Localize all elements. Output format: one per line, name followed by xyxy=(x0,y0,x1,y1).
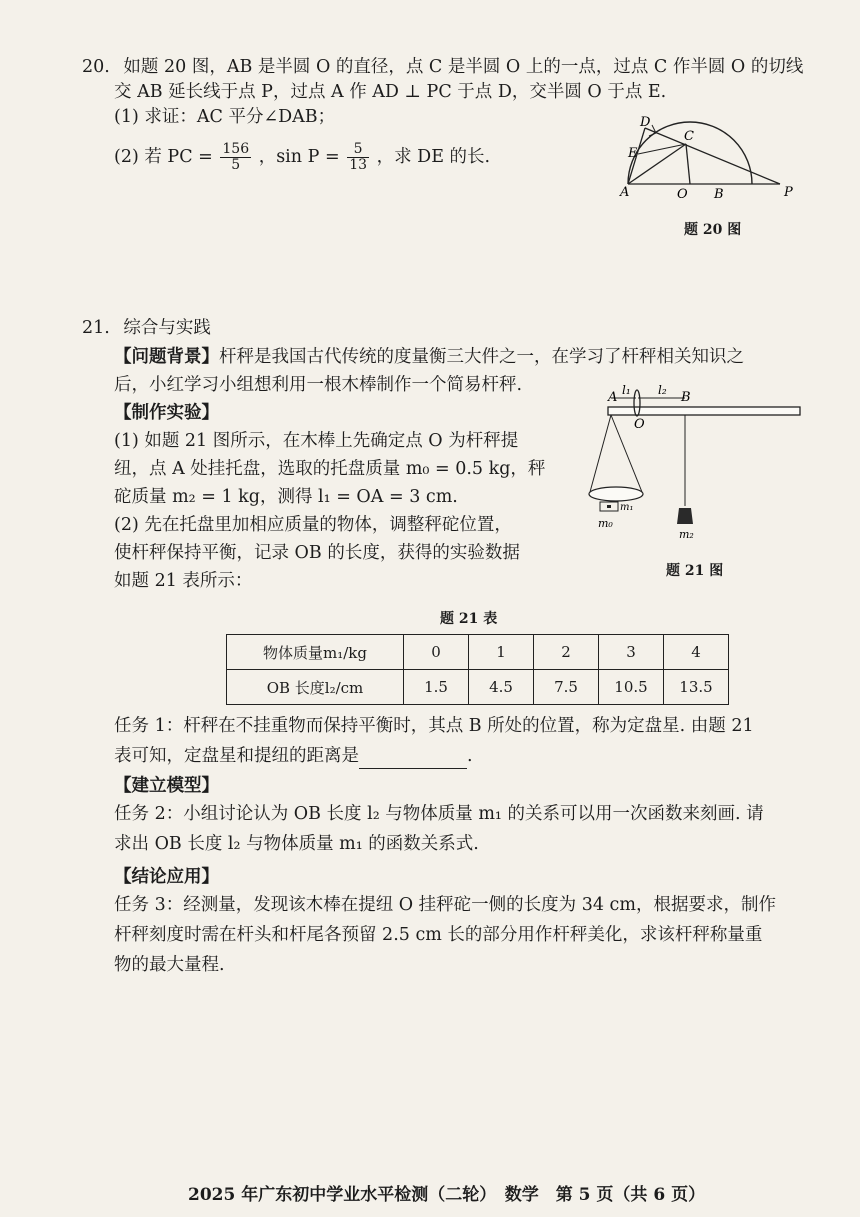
tray xyxy=(589,487,643,501)
q21-figure-caption: 题 21 图 xyxy=(666,563,724,579)
task1-end: . xyxy=(467,746,473,766)
model-tag: 【建立模型】 xyxy=(114,776,219,796)
q20-line-1 xyxy=(82,54,803,80)
sin-denominator: 13 xyxy=(349,157,368,173)
table-cell: 10.5 xyxy=(599,670,664,705)
table-cell: 1.5 xyxy=(404,670,469,705)
q20-figure xyxy=(610,112,810,204)
tray-string-left xyxy=(590,415,611,492)
task2-line-1: 任务 2：小组讨论认为 OB 长度 l₂ 与物体质量 m₁ 的关系可以用一次函数来刻画. 请 xyxy=(114,804,764,824)
task1-line-1: 任务 1：杆秤在不挂重物而保持平衡时，其点 B 所处的位置，称为定盘星. 由题 21 xyxy=(114,716,754,736)
label-m1: m₁ xyxy=(620,502,634,513)
q20-stem-1: 如题 20 图，AB 是半圆 O 的直径，点 C 是半圆 O 上的一点，过点 C 作半圆 O 的切线 xyxy=(123,57,804,77)
object-dot xyxy=(607,505,611,508)
table-header-length: OB 长度l₂/cm xyxy=(227,670,404,705)
q20-part2-prefix: (2) 若 PC = xyxy=(114,147,213,167)
table-cell: 3 xyxy=(599,635,664,670)
page-footer: 2025 年广东初中学业水平检测（二轮） 数学 第 5 页（共 6 页） xyxy=(188,1185,706,1205)
label-b: B xyxy=(714,187,724,202)
label-a: A xyxy=(620,185,630,200)
label-e: E xyxy=(628,146,638,161)
exp2-line-3: 如题 21 表所示： xyxy=(114,571,253,591)
q20-number: 20. xyxy=(82,57,110,77)
q20-stem-2: 交 AB 延长线于点 P，过点 A 作 AD ⊥ PC 于点 D，交半圆 O 于点 E. xyxy=(114,82,667,102)
task1-text-2: 表可知，定盘星和提纽的距离是 xyxy=(114,746,359,766)
label-m0: m₀ xyxy=(598,517,613,530)
table-cell: 13.5 xyxy=(664,670,729,705)
table-cell: 2 xyxy=(534,635,599,670)
exp2-line-2: 使杆秤保持平衡，记录 OB 的长度，获得的实验数据 xyxy=(114,543,520,563)
label-a-21: A xyxy=(608,390,618,405)
conclusion-tag: 【结论应用】 xyxy=(114,867,219,887)
exp1-line-2: 纽，点 A 处挂托盘，选取的托盘质量 m₀ = 0.5 kg，秤 xyxy=(114,459,546,479)
label-o-21: O xyxy=(634,417,645,432)
task3-line-1: 任务 3：经测量，发现该木棒在提纽 O 挂秤砣一侧的长度为 34 cm，根据要求，制作 xyxy=(114,895,776,915)
label-l1: l₁ xyxy=(622,383,631,397)
q21-table-caption: 题 21 表 xyxy=(440,611,498,627)
line-oc xyxy=(686,144,690,184)
label-m2: m₂ xyxy=(679,528,694,541)
label-b-21: B xyxy=(681,390,691,405)
q21-bg-line-2: 后，小红学习小组想利用一根木棒制作一个简易杆秤. xyxy=(114,375,523,395)
task2-line-2: 求出 OB 长度 l₂ 与物体质量 m₁ 的函数关系式. xyxy=(114,834,479,854)
exp1-line-3: 砣质量 m₂ = 1 kg，测得 l₁ = OA = 3 cm. xyxy=(114,487,458,507)
table-cell: 0 xyxy=(404,635,469,670)
answer-blank[interactable] xyxy=(359,748,467,769)
pc-numerator: 156 xyxy=(222,141,250,157)
task1-line-2 xyxy=(114,743,473,769)
data-table xyxy=(226,634,729,705)
q21-number: 21. xyxy=(82,318,110,338)
q20-part2-mid: ，sin P = xyxy=(258,147,340,167)
exp1-line-1: (1) 如题 21 图所示，在木棒上先确定点 O 为杆秤提 xyxy=(114,431,519,451)
sin-fraction xyxy=(347,142,369,173)
q20-part-2 xyxy=(114,140,490,174)
table-header-mass: 物体质量m₁/kg xyxy=(227,635,404,670)
pc-fraction xyxy=(220,142,251,173)
steelyard-rod xyxy=(608,407,800,415)
label-o: O xyxy=(677,187,688,202)
tangent-line xyxy=(645,128,780,184)
table-cell: 4 xyxy=(664,635,729,670)
pc-denominator: 5 xyxy=(231,157,241,173)
counterweight xyxy=(677,508,693,524)
q20-figure-caption: 题 20 图 xyxy=(684,222,742,238)
bg-tag: 【问题背景】 xyxy=(114,347,219,367)
q20-part2-suffix: ，求 DE 的长. xyxy=(376,147,491,167)
sin-numerator: 5 xyxy=(347,142,369,158)
table-row xyxy=(227,635,729,670)
task3-line-3: 物的最大量程. xyxy=(114,955,225,975)
q20-part-1: (1) 求证：AC 平分∠DAB； xyxy=(114,107,336,127)
label-l2: l₂ xyxy=(658,383,667,397)
exp-tag: 【制作实验】 xyxy=(114,403,219,423)
label-d: D xyxy=(640,115,651,130)
bg-text-1: 杆秤是我国古代传统的度量衡三大件之一，在学习了杆秤相关知识之 xyxy=(219,347,744,367)
label-c: C xyxy=(684,129,694,144)
table-cell: 1 xyxy=(469,635,534,670)
q21-title: 综合与实践 xyxy=(123,318,211,338)
q21-bg-line-1 xyxy=(114,344,744,370)
table-cell: 4.5 xyxy=(469,670,534,705)
exp2-line-1: (2) 先在托盘里加相应质量的物体，调整秤砣位置， xyxy=(114,515,512,535)
table-row xyxy=(227,670,729,705)
table-cell: 7.5 xyxy=(534,670,599,705)
q21-line-1 xyxy=(82,315,211,341)
q21-figure xyxy=(578,382,808,544)
task3-line-2: 杆秤刻度时需在杆头和杆尾各预留 2.5 cm 长的部分用作杆秤美化，求该杆秤称量重 xyxy=(114,925,763,945)
label-p: P xyxy=(784,185,793,200)
